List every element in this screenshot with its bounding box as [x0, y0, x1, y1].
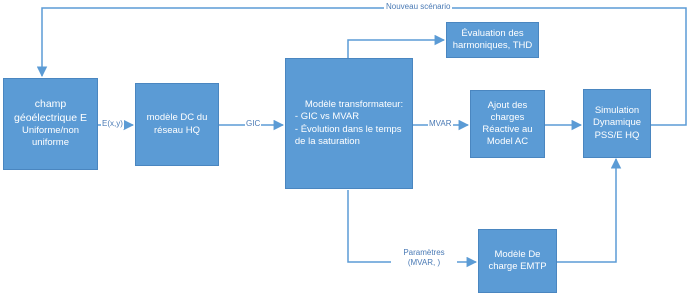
node-emtp-label: Modèle De charge EMTP	[488, 248, 547, 272]
node-transfo-items: - GIC vs MVAR - Évolution dans le temps de la saturation	[294, 111, 402, 147]
node-champ-subtitle: Uniforme/non uniforme	[21, 125, 80, 149]
edge-label-nouveau-scenario: Nouveau scénario	[386, 2, 451, 11]
node-ajout-charges	[470, 90, 545, 158]
edge-transfo-to-evaluation	[348, 40, 444, 58]
node-simulation-dynamique	[583, 89, 651, 158]
edge-label-gic: GIC	[246, 119, 261, 128]
edge-label-parametres: Paramètres (MVAR, )	[391, 248, 457, 269]
node-modele-dc	[135, 83, 219, 166]
node-transfo-title: Modèle transformateur:	[304, 99, 404, 111]
node-evaluation-harmoniques	[446, 22, 539, 58]
node-ajout-label: Ajout des charges Réactive au Model AC	[482, 99, 533, 148]
node-modele-transformateur	[285, 58, 413, 189]
node-modele-dc-label: modèle DC du réseau HQ	[146, 112, 208, 136]
node-champ-title: champ géoélectrique E	[14, 98, 87, 124]
node-modele-charge-emtp	[478, 229, 557, 293]
edge-label-mvar: MVAR	[429, 119, 452, 128]
edge-label-exy: E(x,y)	[102, 119, 123, 128]
node-evaluation-label: Évaluation des harmoniques, THD	[452, 27, 533, 51]
node-champ-geoelectrique	[3, 78, 98, 170]
edge-emtp-to-simulation	[557, 159, 616, 262]
node-simulation-label: Simulation Dynamique PSS/E HQ	[592, 105, 642, 141]
